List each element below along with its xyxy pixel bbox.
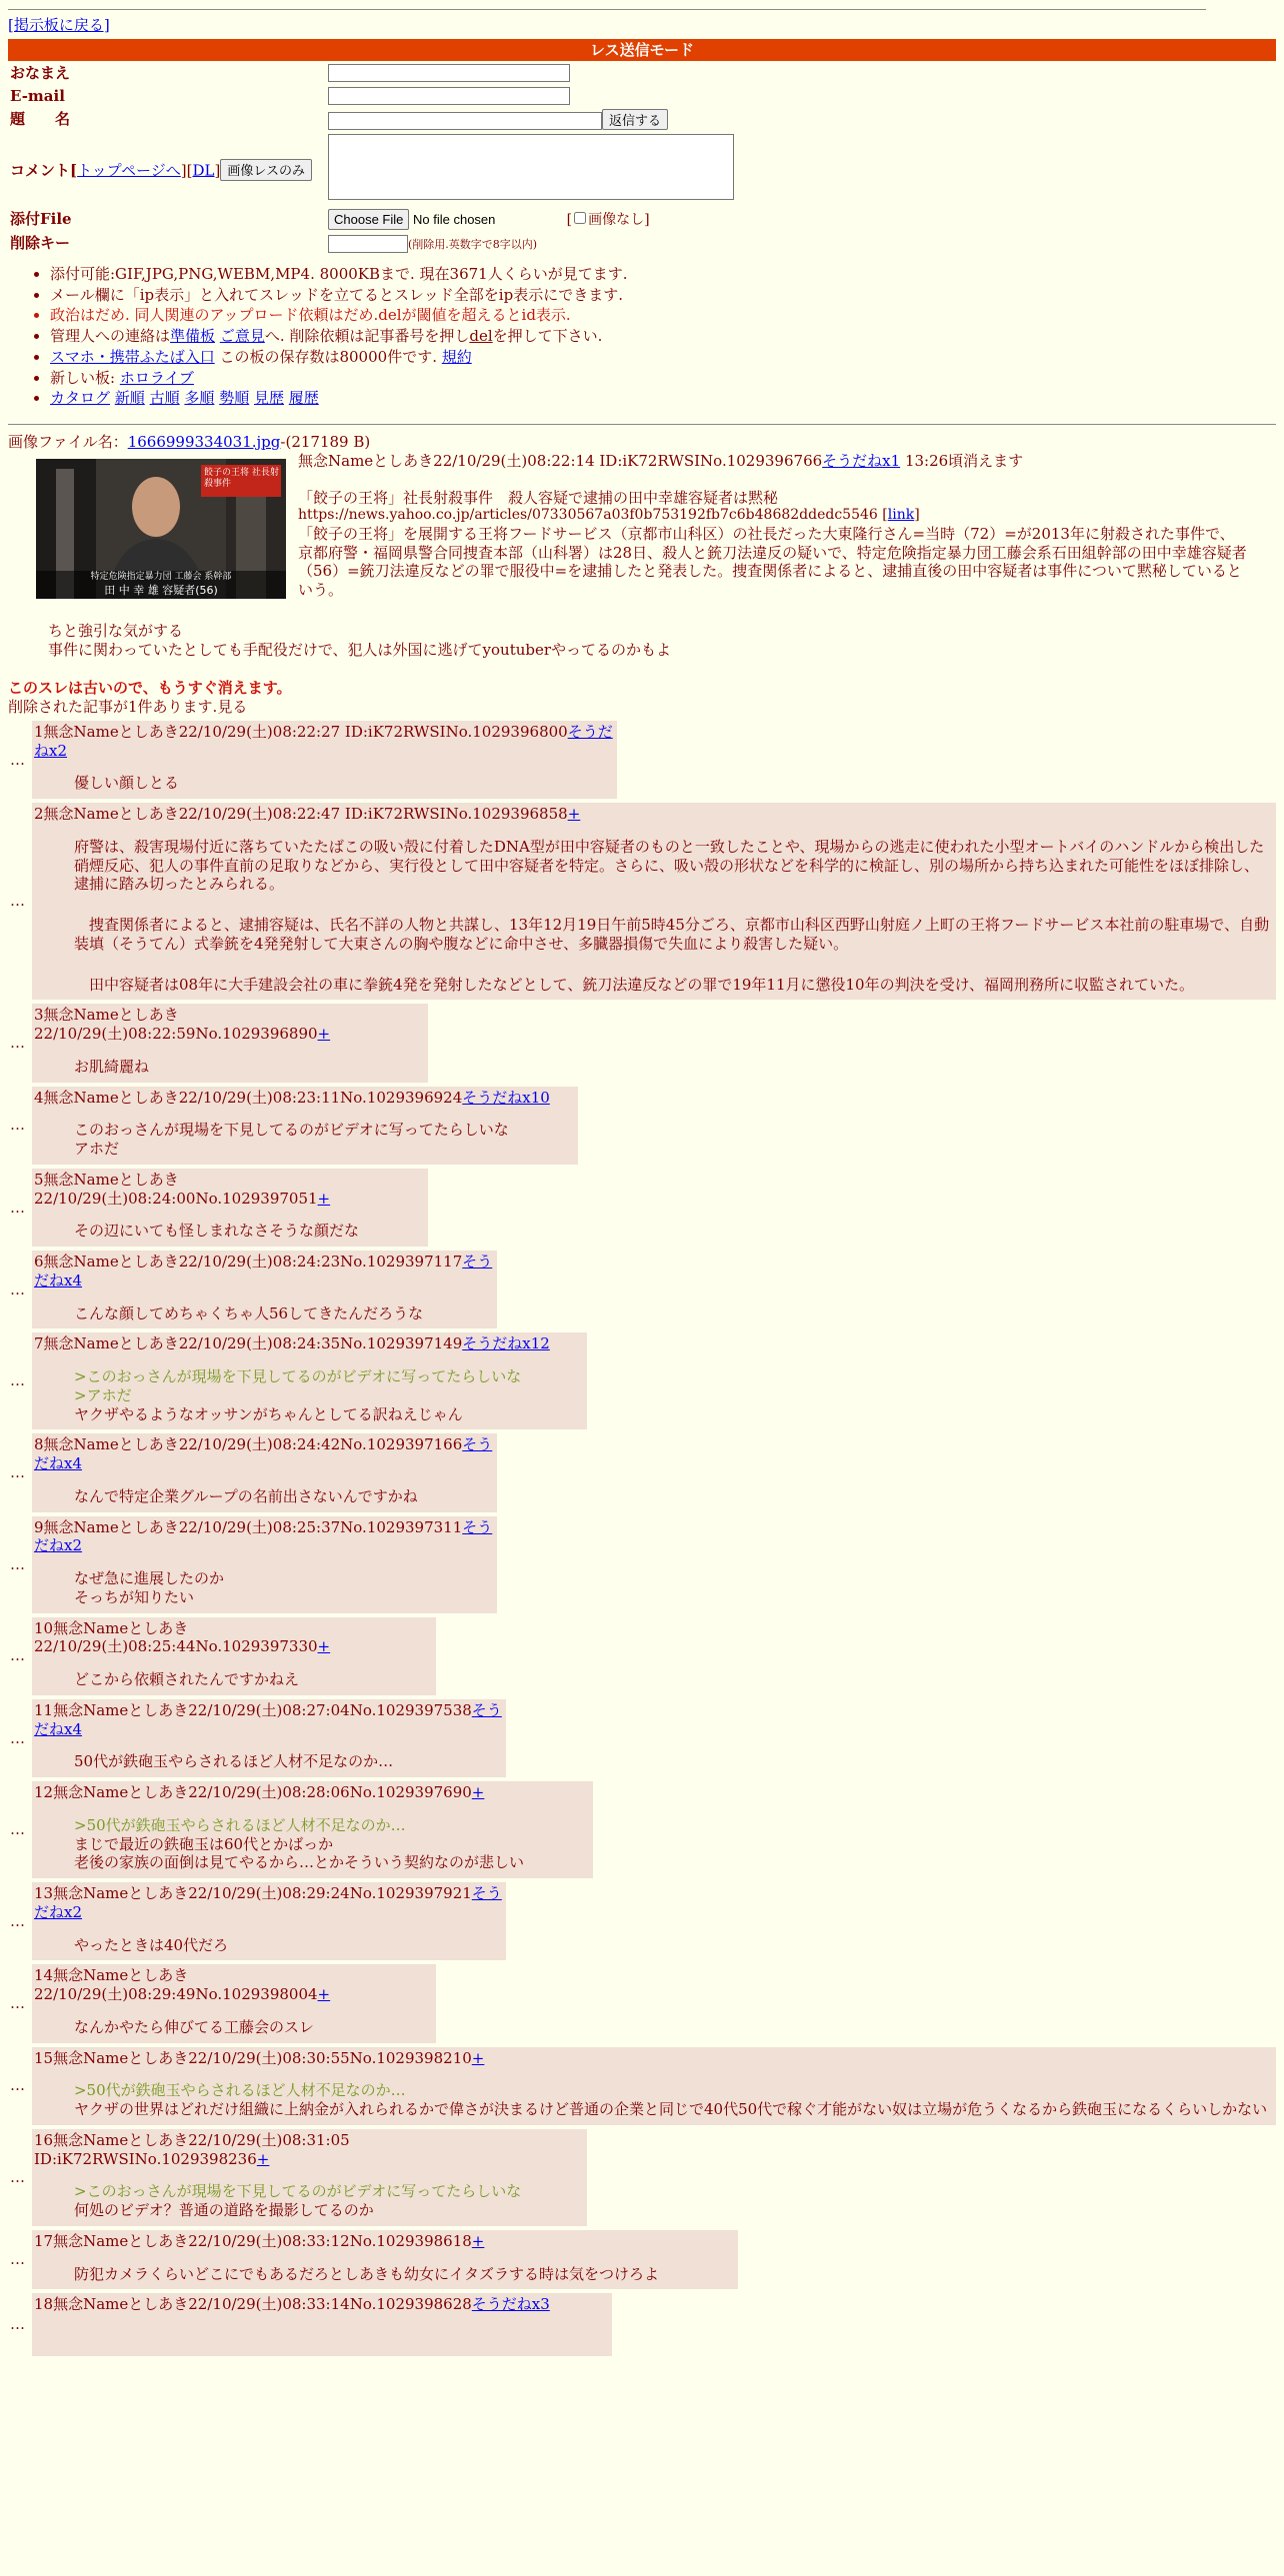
soudane-link[interactable]: そうだねx3 xyxy=(471,2295,550,2314)
note-new-board xyxy=(50,369,1276,388)
reply-line: やったときは40代だろ xyxy=(74,1935,229,1954)
reply-header xyxy=(34,1253,493,1290)
deleted-note: 削除された記事が1件あります.見る xyxy=(8,698,248,716)
reply-line: 何処のビデオ？普通の道路を撮影してるのか xyxy=(74,2201,374,2219)
reply-indent-marker: … xyxy=(10,2076,25,2095)
reply-header-text: 18無念Nameとしあき22/10/29(土)08:33:14No.1029398628 xyxy=(34,2295,472,2314)
reply-mode-bar: レス送信モード xyxy=(8,39,1276,61)
reply-line: なんかやたら伸びてる工藤会のスレ xyxy=(74,2017,315,2036)
reply-body xyxy=(74,1487,493,1506)
reply-line: 老後の家族の面倒は見てやるから…とかそういう契約なのが悲しい xyxy=(74,1853,525,1872)
op-header xyxy=(298,452,1276,471)
reply-line: 50代が鉄砲玉やらされるほど人材不足なのか… xyxy=(74,1752,394,1771)
no-image-bracket: [ xyxy=(566,212,573,228)
op-url-line: https://news.yahoo.co.jp/articles/07330567a03f0b753192fb7c6b48682ddedc5546 [link] xyxy=(298,507,920,524)
reply-indent-marker: … xyxy=(10,1820,25,1839)
reply-row xyxy=(8,1433,1276,1511)
reply-list xyxy=(8,721,1276,2356)
comment-label-close: ] xyxy=(214,161,221,180)
reply-row xyxy=(8,721,1276,799)
reply-header-text: 2無念Nameとしあき22/10/29(土)08:22:47 ID:iK72RWSINo.1029396858 xyxy=(33,805,568,823)
no-file-text: No file chosen xyxy=(413,212,496,227)
note-contact-text: 管理人への連絡は xyxy=(50,327,171,345)
reply-post xyxy=(32,2230,738,2290)
reply-header xyxy=(34,723,613,761)
reply-header-text: 1無念Nameとしあき22/10/29(土)08:22:27 ID:iK72RWSINo.1029396800 xyxy=(34,722,568,741)
reply-post xyxy=(32,1516,497,1613)
note-mobile xyxy=(50,348,1276,367)
reply-line xyxy=(74,954,1272,976)
reply-post xyxy=(32,1169,428,1247)
name-label: おなまえ xyxy=(10,63,71,82)
reply-line: なんで特定企業グループの名前出さないんですかね xyxy=(74,1486,418,1505)
soudane-link[interactable]: そうだねx4 xyxy=(34,1700,502,1738)
reply-body xyxy=(74,838,1272,995)
reply-header xyxy=(34,1518,493,1556)
reply-header-text: 9無念Nameとしあき22/10/29(土)08:25:37No.1029397311 xyxy=(34,1517,463,1536)
reply-indent-marker: … xyxy=(10,1646,25,1665)
reply-row xyxy=(8,2293,1276,2356)
history-link[interactable]: 履歴 xyxy=(288,389,319,408)
reply-header-text: 15無念Nameとしあき22/10/29(土)08:30:55No.1029398210 xyxy=(33,2048,472,2067)
reply-body xyxy=(74,1816,589,1872)
reply-row xyxy=(8,1617,1276,1695)
reply-post xyxy=(32,803,1276,1000)
no-image-label: 画像なし] xyxy=(588,212,650,228)
reply-header-text: 7無念Nameとしあき22/10/29(土)08:24:35No.1029397149 xyxy=(34,1334,463,1353)
sort-new-link[interactable]: 新順 xyxy=(114,389,145,408)
reply-indent-marker: … xyxy=(10,892,25,911)
reply-indent-marker: … xyxy=(10,1994,25,2012)
reply-row xyxy=(8,1004,1276,1082)
reply-row xyxy=(8,2129,1276,2226)
reply-line: >このおっさんが現場を下見してるのがビデオに写ってたらしいな xyxy=(74,2182,522,2201)
reply-row xyxy=(8,1087,1276,1165)
reply-post xyxy=(32,2129,587,2226)
thumb-caption: 田 中 幸 雄 容疑者(56) xyxy=(104,584,218,597)
reply-header xyxy=(34,805,1272,824)
reply-row xyxy=(8,1332,1276,1429)
op-body xyxy=(298,489,1276,600)
new-board-label: 新しい板: xyxy=(50,368,120,387)
reply-body xyxy=(74,1121,574,1159)
soudane-link[interactable]: + xyxy=(317,1189,331,1208)
reply-indent-marker: … xyxy=(10,1198,25,1217)
soudane-link[interactable]: そうだねx4 xyxy=(34,1253,493,1289)
reply-line: 防犯カメラくらいどこにでもあるだろとしあきも幼女にイタズラする時は気をつけろよ xyxy=(74,2264,660,2283)
op-post xyxy=(298,452,1276,600)
reply-indent-marker: … xyxy=(10,1371,25,1390)
reply-row xyxy=(8,1964,1276,2042)
soudane-link[interactable]: そうだねx12 xyxy=(462,1334,550,1353)
reply-post xyxy=(32,2293,612,2356)
reply-indent-marker: … xyxy=(10,1463,25,1481)
reply-indent-marker: … xyxy=(10,2315,25,2334)
reply-header xyxy=(34,1334,583,1353)
op-comment-line-2: 事件に関わっていたとしても手配役だけで、犯人は外国に逃げてyoutuberやってるのかもよ xyxy=(48,640,672,659)
reply-row xyxy=(8,1169,1276,1247)
reply-header xyxy=(34,2232,734,2251)
reply-body xyxy=(74,1670,432,1689)
reply-post xyxy=(32,1087,578,1165)
soudane-link[interactable]: そうだねx4 xyxy=(34,1435,493,1472)
reply-header-text: 14無念Nameとしあき22/10/29(土)08:29:49No.1029398004 xyxy=(34,1966,318,2003)
reply-indent-marker: … xyxy=(10,1728,25,1747)
soudane-link[interactable]: + xyxy=(471,1783,485,1801)
op-article: 「餃子の王将」を展開する王将フードサービス（京都市山科区）の社長だった大東隆行さん=当時（72）=が2013年に射殺された事件で、京都府警・福岡県警合同捜査本部（山科署）は28日、殺人と銃刀法違反の疑いで、特定危険指定暴力団工藤会系石田組幹部の田中幸雄容疑者（56）=銃刀法違反などの罪で服役中=を逮捕したと発表した。捜査関係者によると、逮捕直後の田中容疑者は事件について黙秘しているという。 xyxy=(298,524,1247,599)
soudane-link[interactable]: + xyxy=(256,2149,270,2168)
reply-line: こんな顔してめちゃくちゃ人56してきたんだろうな xyxy=(74,1303,424,1322)
op-comment xyxy=(48,622,1276,660)
soudane-link[interactable]: そうだねx2 xyxy=(34,722,613,760)
reply-indent-marker: … xyxy=(10,1116,25,1135)
reply-post xyxy=(32,1699,506,1777)
reply-line xyxy=(74,894,1272,916)
note-contact-post: を押して下さい. xyxy=(492,327,603,345)
reply-indent-marker: … xyxy=(10,1554,25,1573)
op-header-text: 無念Nameとしあき22/10/29(土)08:22:14 ID:iK72RWSINo.1029396766 xyxy=(298,451,823,470)
subject-label: 題 名 xyxy=(10,110,71,129)
submit-reply-button[interactable]: 返信する xyxy=(602,109,668,130)
prep-board-link[interactable]: 準備板 xyxy=(170,327,216,345)
thread xyxy=(8,433,1276,2356)
reply-indent-marker: … xyxy=(10,1280,25,1298)
image-only-button[interactable]: 画像レスのみ xyxy=(220,159,312,181)
reply-line: ヤクザやるようなオッサンがちゃんとしてる訳ねえじゃん xyxy=(74,1404,463,1423)
reply-row xyxy=(8,2047,1276,2125)
op-url: https://news.yahoo.co.jp/articles/07330567a03f0b753192fb7c6b48682ddedc5546 xyxy=(298,507,878,524)
reply-line: >このおっさんが現場を下見してるのがビデオに写ってたらしいな xyxy=(74,1367,522,1385)
reply-line: ヤクザの世界はどれだけ組織に上納金が入れられるかで偉さが決まるけど普通の企業と同じで40代50代で稼ぐ才能がない奴は立場が危うくなるから鉄砲玉になるくらいしかない xyxy=(73,2100,1268,2118)
dl-link[interactable]: DL xyxy=(192,161,215,180)
reply-line: >50代が鉄砲玉やらされるほど人材不足なのか… xyxy=(73,2081,406,2100)
terms-link[interactable]: 規約 xyxy=(441,347,472,366)
top-divider xyxy=(8,9,1206,10)
reply-header xyxy=(34,1619,432,1657)
sort-momentum-link[interactable]: 勢順 xyxy=(219,389,250,408)
file-label: 添付File xyxy=(10,210,72,229)
reply-indent-marker: … xyxy=(10,1911,25,1930)
reply-header-text: 12無念Nameとしあき22/10/29(土)08:28:06No.1029397690 xyxy=(34,1783,472,1801)
note-ip: • メール欄に「ip表示」と入れてスレッドを立てるとスレッド全部をip表示にできます. xyxy=(50,286,1276,305)
reply-header xyxy=(34,1006,424,1044)
delkey-note: (削除用.英数字で8字以内) xyxy=(408,238,538,251)
reply-line: >50代が鉄砲玉やらされるほど人材不足なのか… xyxy=(74,1815,406,1834)
reply-post xyxy=(32,1617,436,1695)
reply-body xyxy=(74,1058,424,1077)
reply-body xyxy=(74,1304,493,1323)
reply-row xyxy=(8,1251,1276,1328)
reply-header-text: 4無念Nameとしあき22/10/29(土)08:23:11No.1029396924 xyxy=(34,1088,463,1107)
thread-divider xyxy=(8,424,1276,425)
soudane-link[interactable]: そうだねx10 xyxy=(462,1088,550,1107)
op-thumbnail[interactable] xyxy=(36,459,286,599)
thumb-subcaption: 特定危険指定暴力団 工藤会 系幹部 xyxy=(90,572,232,582)
reply-line: 捜査関係者によると、逮捕容疑は、氏名不詳の人物と共謀し、13年12月19日午前5時45分ごろ、京都市山科区西野山射庭ノ上町の王将フードサービス本社前の駐車場で、自動装填（そうてん）式拳銃を4発発射して大東さんの胸や腹などに命中させ、多臓器損傷で失血により殺害した疑い。 xyxy=(73,916,1270,953)
reply-header xyxy=(34,1783,589,1802)
reply-header-text: 8無念Nameとしあき22/10/29(土)08:24:42No.1029397166 xyxy=(34,1435,463,1454)
reply-header xyxy=(34,1884,502,1922)
comment-textarea[interactable] xyxy=(328,134,734,200)
reply-post xyxy=(32,1433,497,1511)
hololive-link[interactable]: ホロライブ xyxy=(119,368,194,387)
reply-post xyxy=(32,721,617,799)
reply-line: その辺にいても怪しまれなさそうな顔だな xyxy=(74,1222,360,1241)
delkey-label: 削除キー xyxy=(10,234,71,252)
back-to-board-link[interactable]: [掲示板に戻る] xyxy=(8,16,110,34)
reply-header-text: 6無念Nameとしあき22/10/29(土)08:24:23No.1029397117 xyxy=(34,1253,463,1271)
reply-post xyxy=(32,2047,1276,2125)
no-image-checkbox[interactable] xyxy=(574,212,586,224)
reply-post xyxy=(32,1882,506,1960)
reply-header-text: 10無念Nameとしあき22/10/29(土)08:25:44No.1029397330 xyxy=(34,1618,318,1656)
op-expire-text: 13:26頃消えます xyxy=(900,451,1024,470)
reply-header xyxy=(34,1089,574,1108)
reply-indent-marker: … xyxy=(10,2250,25,2269)
reply-line: まじで最近の鉄砲玉は60代とかばっか xyxy=(74,1834,334,1853)
soudane-link[interactable]: + xyxy=(317,1025,331,1043)
reply-post xyxy=(32,1251,497,1328)
sort-old-link[interactable]: 古順 xyxy=(149,389,180,408)
reply-line: 田中容疑者は08年に大手建設会社の車に拳銃4発を発射したなどとして、銃刀法違反などの罪で19年11月に懲役10年の判決を受け、福岡刑務所に収監されていた。 xyxy=(73,975,1194,994)
note-contact-mid: へ. 削除依頼は記事番号を押し xyxy=(264,327,470,345)
reply-header xyxy=(34,1701,502,1739)
subject-input[interactable] xyxy=(328,112,602,130)
soudane-link[interactable]: そうだねx2 xyxy=(34,1517,493,1555)
reply-body xyxy=(74,1569,493,1607)
soudane-link[interactable]: + xyxy=(317,1637,331,1656)
note-upload: • 添付可能:GIF,JPG,PNG,WEBM,MP4. 8000KBまで. 現在3671人くらいが見てます. xyxy=(50,265,1276,284)
reply-row xyxy=(8,803,1276,1000)
reply-header-text: 16無念Nameとしあき22/10/29(土)08:31:05 ID:iK72RWSINo.1029398236 xyxy=(34,2130,350,2168)
reply-body xyxy=(74,1752,502,1771)
reply-body xyxy=(74,2328,608,2350)
reply-form xyxy=(8,62,734,255)
reply-header-text: 11無念Nameとしあき22/10/29(土)08:27:04No.1029397538 xyxy=(34,1700,472,1719)
reply-line: このおっさんが現場を下見してるのがビデオに写ってたらしいな xyxy=(74,1121,509,1140)
op-news-link[interactable]: link xyxy=(887,507,915,524)
mobile-entry-link[interactable]: スマホ・携帯ふたば入口 xyxy=(50,347,215,366)
catalog-link[interactable]: カタログ xyxy=(50,389,111,408)
reply-row xyxy=(8,1699,1276,1777)
choose-file-button[interactable]: Choose File xyxy=(328,209,409,230)
reply-line: そっちが知りたい xyxy=(74,1587,195,1606)
name-input[interactable] xyxy=(328,64,570,82)
reply-header-text: 17無念Nameとしあき22/10/29(土)08:33:12No.1029398618 xyxy=(34,2231,472,2250)
reply-line xyxy=(74,2328,608,2350)
reply-post xyxy=(32,1781,593,1878)
op-file-size: -(217189 B) xyxy=(280,433,371,451)
reply-post xyxy=(32,1004,428,1082)
reply-header xyxy=(34,1171,424,1209)
sort-many-link[interactable]: 多順 xyxy=(184,389,215,408)
soudane-link[interactable]: + xyxy=(567,805,581,823)
soudane-link[interactable]: + xyxy=(471,2231,485,2250)
email-label: E-mail xyxy=(10,86,65,105)
reply-header-text: 3無念Nameとしあき22/10/29(土)08:22:59No.1029396890 xyxy=(34,1006,318,1043)
comment-label-sep: ][ xyxy=(180,161,193,180)
reply-header xyxy=(34,2131,583,2169)
reply-indent-marker: … xyxy=(10,750,25,769)
reply-line: どこから依頼されたんですかねえ xyxy=(74,1670,300,1688)
soudane-link[interactable]: + xyxy=(471,2048,485,2067)
no-image-option xyxy=(567,212,650,228)
comment-label-text: コメント[ xyxy=(10,161,78,180)
reply-row xyxy=(8,2230,1276,2290)
back-to-board xyxy=(8,16,1276,35)
note-contact xyxy=(50,327,1276,346)
reply-row xyxy=(8,1882,1276,1960)
op-file-info xyxy=(8,433,1276,452)
note-sort-links xyxy=(50,389,1276,408)
reply-body xyxy=(74,1222,424,1241)
delkey-input[interactable] xyxy=(328,235,408,253)
view-history-link[interactable]: 見歴 xyxy=(253,389,284,408)
reply-line: 府警は、殺害現場付近に落ちていたたばこの吸い殻に付着したDNA型が田中容疑者のものと一致したことや、現場からの逃走に使われた小型オートバイのハンドルから検出した硝煙反応、犯人の事件直前の足取りなどから、実行役として田中容疑者を特定。さらに、吸い殻の形状などを科学的に検証し、別の場所から持ち込まれた可能性をほぼ排除し、逮捕に踏み切ったとみられる。 xyxy=(73,837,1265,894)
reply-header-text: 13無念Nameとしあき22/10/29(土)08:29:24No.1029397921 xyxy=(34,1884,472,1902)
soudane-link[interactable]: そうだねx2 xyxy=(34,1884,502,1921)
reply-header-text: 5無念Nameとしあき22/10/29(土)08:24:00No.1029397051 xyxy=(34,1170,318,1208)
soudane-link[interactable]: + xyxy=(317,1985,331,2003)
reply-body xyxy=(74,2018,432,2037)
comment-label xyxy=(8,132,328,207)
reply-body xyxy=(74,2265,734,2284)
email-input[interactable] xyxy=(328,87,570,105)
reply-header xyxy=(34,2295,608,2314)
top-page-link[interactable]: トップページへ xyxy=(77,161,181,180)
op-headline: 「餃子の王将」社長射殺事件 殺人容疑で逮捕の田中幸雄容疑者は黙秘 xyxy=(298,488,779,507)
note-politics: • 政治はだめ. 同人関連のアップロード依頼はだめ.delが閾値を超えるとid表示. xyxy=(50,306,1276,325)
reply-header xyxy=(34,2049,1272,2068)
reply-line: アホだ xyxy=(74,1140,120,1158)
old-thread-warning: このスレは古いので、もうすぐ消えます。 xyxy=(8,679,292,698)
op-soudane-link[interactable]: そうだねx1 xyxy=(822,451,901,470)
reply-header xyxy=(34,1435,493,1473)
board-notes xyxy=(8,265,1276,408)
op-file-prefix: 画像ファイル名： xyxy=(8,433,128,451)
reply-header xyxy=(34,1966,432,2004)
op-comment-line-1: ちと強引な気がする xyxy=(48,621,184,640)
reply-row xyxy=(8,1516,1276,1613)
reply-body xyxy=(74,2182,583,2220)
reply-indent-marker: … xyxy=(10,1034,25,1052)
reply-body xyxy=(74,2081,1272,2119)
reply-line: なぜ急に進展したのか xyxy=(74,1569,225,1587)
reply-post xyxy=(32,1332,587,1429)
reply-body xyxy=(74,1936,502,1955)
reply-line: お肌綺麗ね xyxy=(74,1057,150,1076)
reply-line: 優しい顔しとる xyxy=(74,774,180,793)
reply-post xyxy=(32,1964,436,2042)
op-file-link[interactable]: 1666999334031.jpg xyxy=(127,433,281,451)
opinion-link[interactable]: ご意見 xyxy=(219,327,265,345)
note-mobile-text: この板の保存数は80000件です. xyxy=(214,347,442,366)
reply-body xyxy=(74,774,613,793)
reply-row xyxy=(8,1781,1276,1878)
del-link[interactable]: del xyxy=(469,327,493,345)
reply-line: >アホだ xyxy=(74,1385,132,1404)
thumb-badge: 餃子の王将 社長射殺事件 xyxy=(204,468,279,489)
reply-indent-marker: … xyxy=(10,2167,25,2186)
reply-body xyxy=(74,1367,583,1423)
